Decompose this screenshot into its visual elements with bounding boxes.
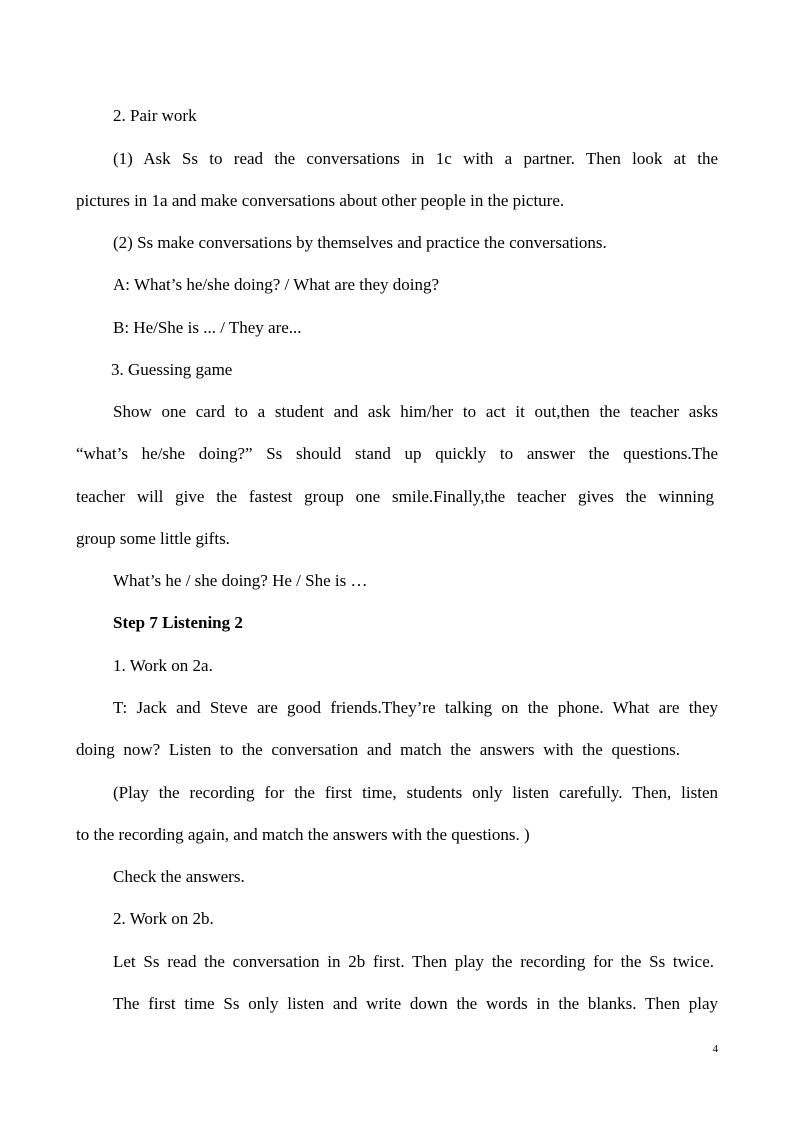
heading-guessing-game: 3. Guessing game [111,360,233,379]
paragraph-line: Check the answers. [113,867,245,886]
paragraph-line: T: Jack and Steve are good friends.They’re talking on the phone. What are they [113,698,718,717]
page-number: 4 [712,1043,718,1055]
paragraph-line: doing now? Listen to the conversation and match the answers with the questions. [76,740,680,759]
heading-pair-work: 2. Pair work [113,106,197,125]
step-heading: Step 7 Listening 2 [113,613,243,632]
dialogue-line: A: What’s he/she doing? / What are they doing? [113,275,440,294]
paragraph-line: (Play the recording for the first time, students only listen carefully. Then, listen [113,783,718,802]
paragraph-line: (2) Ss make conversations by themselves and practice the conversations. [113,233,607,252]
paragraph-line: (1) Ask Ss to read the conversations in 1c with a partner. Then look at the [113,149,718,168]
paragraph-line: Show one card to a student and ask him/her to act it out,then the teacher asks [113,402,718,421]
paragraph-line: pictures in 1a and make conversations about other people in the picture. [76,191,565,210]
task-heading: 1. Work on 2a. [113,656,213,675]
task-heading: 2. Work on 2b. [113,909,214,928]
dialogue-line: B: He/She is ... / They are... [113,318,302,337]
paragraph-line: “what’s he/she doing?” Ss should stand up quickly to answer the questions.The [76,444,718,463]
example-line: What’s he / she doing? He / She is … [113,571,368,590]
paragraph-line: group some little gifts. [76,529,230,548]
paragraph-line: The first time Ss only listen and write down the words in the blanks. Then play [113,994,718,1013]
paragraph-line: to the recording again, and match the answers with the questions. ) [76,825,530,844]
paragraph-line: teacher will give the fastest group one smile.Finally,the teacher gives the winning [76,487,714,506]
paragraph-line: Let Ss read the conversation in 2b first. Then play the recording for the Ss twice. [113,952,714,971]
